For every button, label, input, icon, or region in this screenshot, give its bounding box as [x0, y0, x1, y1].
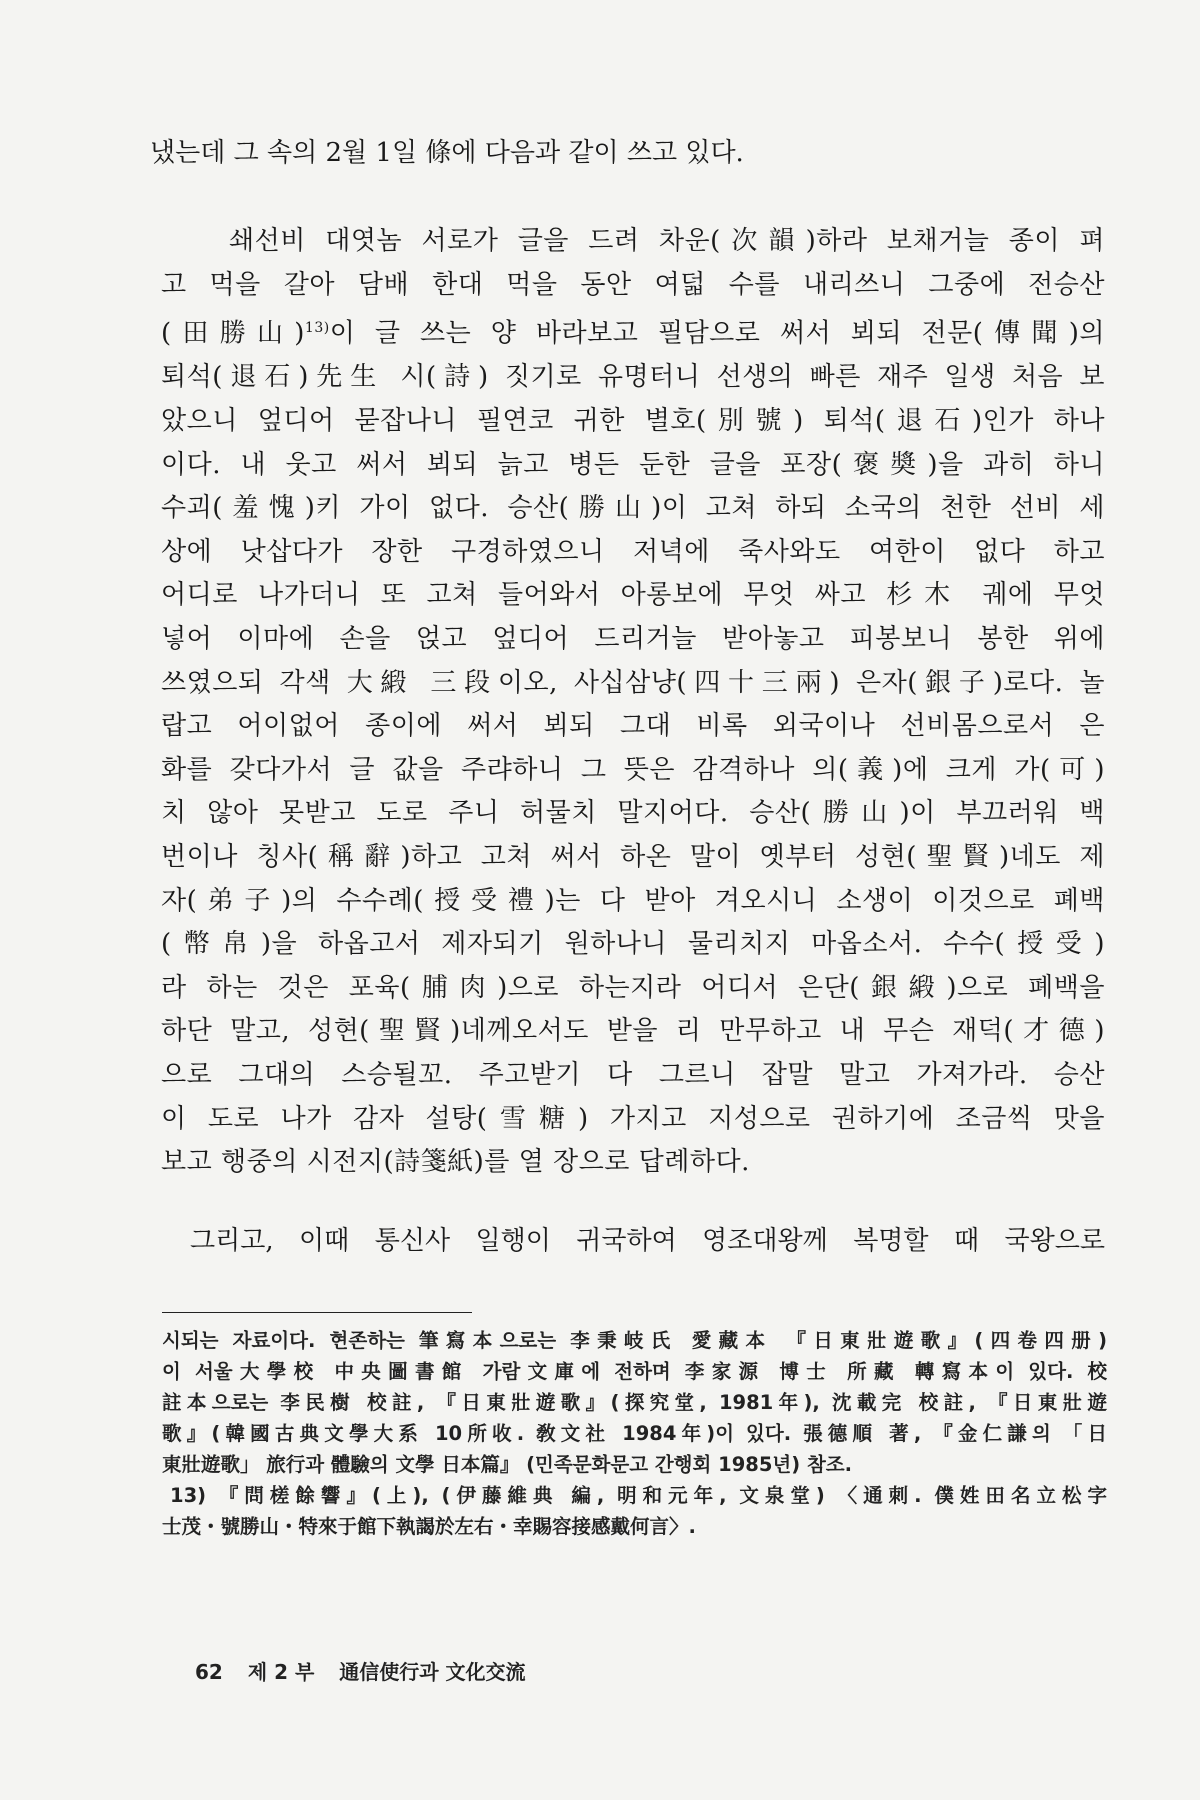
quote-line: (幣帛)을 하옵고서 제자되기 원하나니 물리치지 마옵소서. 수수(授受): [161, 929, 1105, 960]
quote-line: 어디로 나가더니 또 고쳐 들어와서 아롱보에 무엇 싸고 杉木 궤에 무엇: [161, 580, 1105, 611]
part-title: 通信使行과 文化交流: [339, 1660, 526, 1684]
quote-line: 화를 갖다가서 글 값을 주랴하니 그 뜻은 감격하나 의(義)에 크게 가(可): [161, 754, 1105, 785]
following-paragraph: 그리고, 이때 통신사 일행이 귀국하여 영조대왕께 복명할 때 국왕으로: [190, 1226, 1105, 1256]
quote-line: 넣어 이마에 손을 얹고 엎디어 드리거늘 받아놓고 피봉보니 봉한 위에: [161, 624, 1105, 654]
quote-line: 하단 말고, 성현(聖賢)네께오서도 받을 리 만무하고 내 무슨 재덕(才德): [161, 1016, 1105, 1047]
quote-line: 라 하는 것은 포육(脯肉)으로 하는지라 어디서 은단(銀緞)으로 폐백을: [161, 972, 1105, 1003]
page-number: 62: [195, 1660, 223, 1684]
footnote-line: 東壯遊歌」 旅行과 體驗의 文學 日本篇』 (민족문화문고 간행회 1985년) 참조.: [162, 1453, 853, 1476]
footnote-divider: [162, 1312, 472, 1313]
lead-paragraph: 냈는데 그 속의 2월 1일 條에 다음과 같이 쓰고 있다.: [150, 138, 744, 168]
quote-line: 퇴석(退石)先生 시(詩) 짓기로 유명터니 선생의 빠른 재주 일생 처음 보: [161, 362, 1105, 393]
quote-line: 번이나 칭사(稱辭)하고 고쳐 써서 하온 말이 옛부터 성현(聖賢)네도 제: [161, 841, 1105, 872]
footnote-line: 시되는 자료이다. 현존하는 筆寫本으로는 李秉岐氏 愛藏本 『日東壯遊歌』(四卷四册): [162, 1329, 1107, 1352]
quote-line: 이 도로 나가 감자 설탕(雪糖) 가지고 지성으로 권하기에 조금씩 맛을: [161, 1103, 1105, 1134]
footnotes: [162, 1325, 1107, 1542]
quote-line: 치 않아 못받고 도로 주니 허물치 말지어다. 승산(勝山)이 부끄러워 백: [161, 798, 1105, 829]
quote-line: 랍고 어이없어 종이에 써서 뵈되 그대 비록 외국이나 선비몸으로서 은: [161, 711, 1105, 742]
part-label: 제 2 부: [247, 1660, 315, 1684]
quote-line: 쇄선비 대엿놈 서로가 글을 드려 차운(次韻)하라 보채거늘 종이 펴: [229, 226, 1105, 256]
footnote-13-line: 13) 『問槎餘響』(上), (伊藤維典 編, 明和元年, 文泉堂) 〈通刺. 僕姓田名立松字: [170, 1484, 1107, 1507]
footnote-ref-13: 13): [304, 320, 330, 337]
footnote-line: 註本으로는 李民樹 校註, 『日東壯遊歌』(探究堂, 1981年), 沈載完 校註, 『日東壯遊: [162, 1391, 1107, 1414]
quote-line: 았으니 엎디어 묻잡나니 필연코 귀한 별호(別號) 퇴석(退石)인가 하나: [161, 406, 1105, 437]
quote-line-part: 이 글 쓰는 양 바라보고 필담으로 써서 뵈되 전문(傳聞)의: [329, 318, 1105, 349]
footnote-line: 歌』(韓國古典文學大系 10所收. 敎文社 1984年)이 있다. 張德順 著, 『金仁謙의 「日: [162, 1422, 1107, 1445]
quote-line: 자(弟子)의 수수례(授受禮)는 다 받아 겨오시니 소생이 이것으로 폐백: [161, 885, 1105, 916]
quote-line: 고 먹을 갈아 담배 한대 먹을 동안 여덟 수를 내리쓰니 그중에 전승산: [161, 269, 1105, 300]
quote-line: 으로 그대의 스승될꼬. 주고받기 다 그르니 잡말 말고 가져가라. 승산: [161, 1059, 1105, 1090]
page-footer: [195, 1656, 544, 1685]
quote-line: 수괴(羞愧)키 가이 없다. 승산(勝山)이 고쳐 하되 소국의 천한 선비 세: [161, 493, 1105, 524]
footnote-13-line: 士茂・號勝山・特來于館下執謁於左右・幸賜容接感戴何言〉.: [162, 1515, 696, 1538]
quote-line: 이다. 내 웃고 써서 뵈되 늙고 병든 둔한 글을 포장(褒奬)을 과히 하니: [161, 449, 1105, 480]
quote-line-part: (田勝山): [161, 318, 305, 349]
quote-line: [161, 307, 1105, 356]
quote-line: 보고 행중의 시전지(詩箋紙)를 열 장으로 답례하다.: [161, 1147, 750, 1178]
quote-line: 상에 낫삽다가 장한 구경하였으니 저녁에 죽사와도 여한이 없다 하고: [161, 536, 1105, 567]
quote-line: 쓰였으되 각색 大緞 三段이오, 사십삼냥(四十三兩) 은자(銀子)로다. 놀: [161, 667, 1105, 698]
footnote-line: 이 서울大學校 中央圖書館 가람文庫에 전하며 李家源 博士 所藏 轉寫本이 있다. 校: [162, 1360, 1107, 1383]
quoted-passage: [161, 220, 1105, 1185]
